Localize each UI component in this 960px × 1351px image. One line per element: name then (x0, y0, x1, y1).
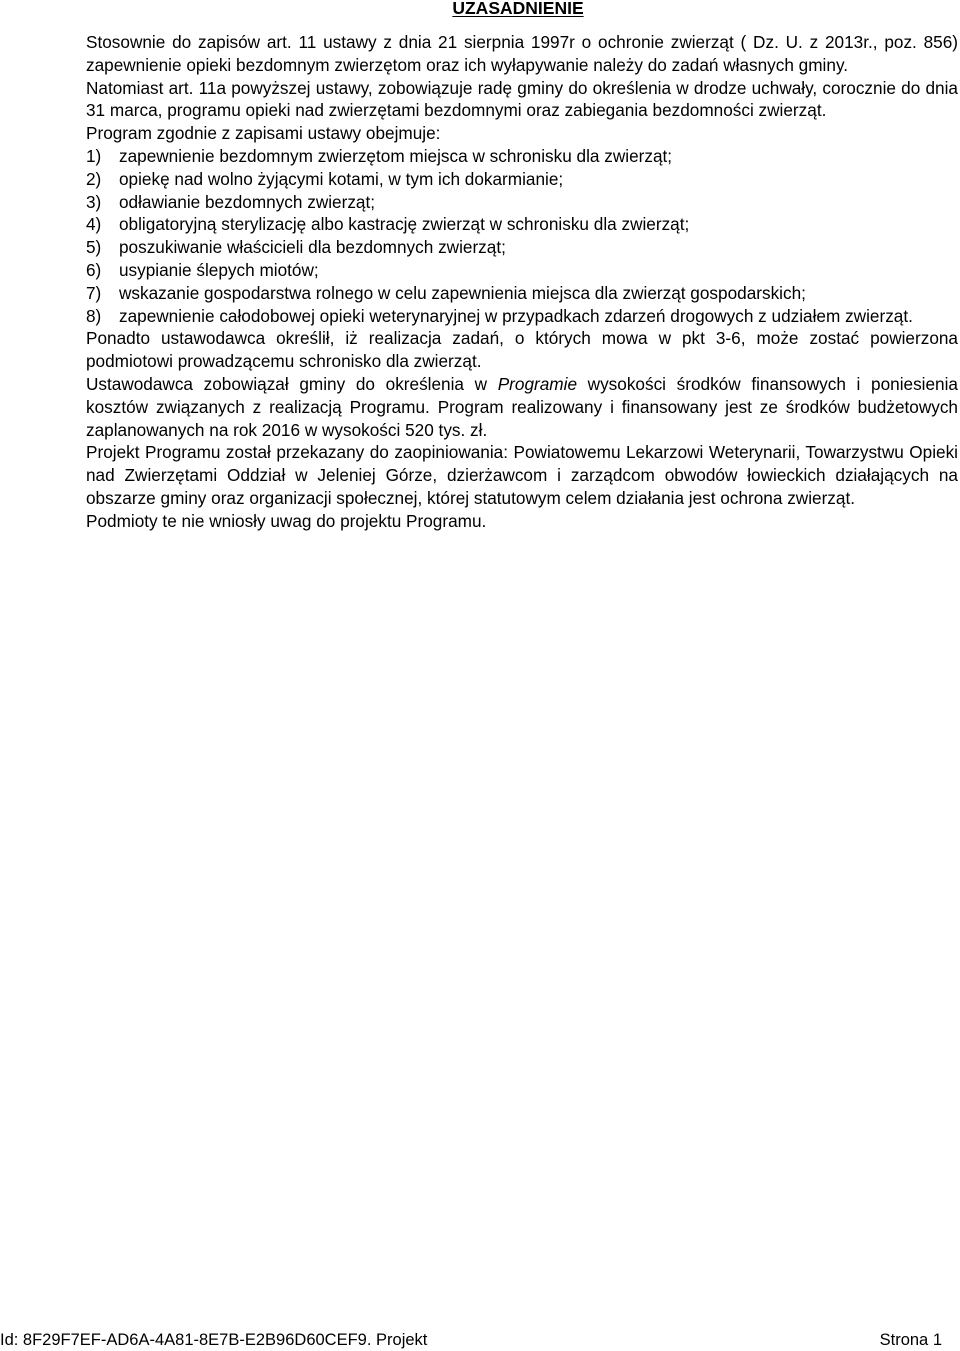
list-item-number: 7) (86, 282, 102, 303)
list-item-number: 4) (86, 214, 102, 235)
list-item (86, 213, 958, 236)
paragraph-no-objections: Podmioty te nie wniosły uwag do projektu Programu. (86, 510, 487, 531)
page-number: Strona 1 (879, 1331, 942, 1349)
program-scope-list (86, 145, 958, 327)
list-item (86, 191, 958, 214)
document-body (86, 31, 958, 533)
list-item (86, 168, 958, 191)
list-item-number: 1) (86, 145, 102, 166)
list-item-text: usypianie ślepych miotów; (119, 259, 319, 280)
list-item-text: zapewnienie bezdomnym zwierzętom miejsca w schronisku dla zwierząt; (119, 145, 673, 166)
document-id: Id: 8F29F7EF-AD6A-4A81-8E7B-E2B96D60CEF9. Projekt (0, 1331, 428, 1349)
list-item (86, 282, 958, 305)
list-item-number: 3) (86, 191, 102, 212)
paragraph-article-11a: Natomiast art. 11a powyższej ustawy, zobowiązuje radę gminy do określenia w drodze uchwały, corocznie do dnia 31 marca, programu opieki nad zwierzętami bezdomnymi oraz zabiegania bezdomności zwierząt. (86, 77, 958, 121)
financing-text-end: wysokości środków finansowych i poniesienia kosztów związanych z realizacją Programu. Program realizowany i finansowany jest ze środków budżetowych zaplanowanych na rok 2016 w wysokości 520 tys. zł. (86, 373, 958, 440)
list-item (86, 305, 958, 328)
list-item-text: zapewnienie całodobowej opieki weterynaryjnej w przypadkach zdarzeń drogowych z udziałem zwierząt. (119, 305, 913, 326)
list-item (86, 236, 958, 259)
list-item-number: 5) (86, 237, 102, 258)
list-item-number: 8) (86, 305, 102, 326)
list-item-number: 6) (86, 259, 102, 280)
paragraph-financing (86, 373, 958, 441)
paragraph-consultation: Projekt Programu został przekazany do zaopiniowania: Powiatowemu Lekarzowi Weterynarii, Towarzystwu Opieki nad Zwierzętami Oddział w Jeleniej Górze, dzierżawcom i zarządcom obwodów łowieckich działających na obszarze gminy oraz organizacji społecznej, której statutowym celem działania jest ochrona zwierząt. (86, 442, 958, 508)
financing-text-start: Ustawodawca zobowiązał gminy do określenia w (86, 373, 498, 394)
paragraph-legal-basis: Stosownie do zapisów art. 11 ustawy z dnia 21 sierpnia 1997r o ochronie zwierząt ( Dz. U. z 2013r., poz. 856) zapewnienie opieki bezdomnym zwierzętom oraz ich wyłapywanie należy do zadań własnych gminy. (86, 32, 958, 75)
document-title: UZASADNIENIE (452, 0, 584, 18)
paragraph-program-intro: Program zgodnie z zapisami ustawy obejmuje: (86, 123, 441, 144)
program-italic-word: Programie (497, 373, 578, 394)
list-item-text: odławianie bezdomnych zwierząt; (119, 191, 376, 212)
list-item-text: wskazanie gospodarstwa rolnego w celu zapewnienia miejsca dla zwierząt gospodarskich; (119, 282, 806, 303)
list-item-text: obligatoryjną sterylizację albo kastrację zwierząt w schronisku dla zwierząt; (119, 214, 690, 235)
list-item-text: opiekę nad wolno żyjącymi kotami, w tym ich dokarmianie; (119, 168, 564, 189)
list-item (86, 145, 958, 168)
paragraph-delegation: Ponadto ustawodawca określił, iż realizacja zadań, o których mowa w pkt 3-6, może zostać powierzona podmiotowi prowadzącemu schronisko dla zwierząt. (86, 328, 958, 372)
list-item-number: 2) (86, 168, 102, 189)
list-item-text: poszukiwanie właścicieli dla bezdomnych zwierząt; (119, 237, 506, 258)
list-item (86, 259, 958, 282)
